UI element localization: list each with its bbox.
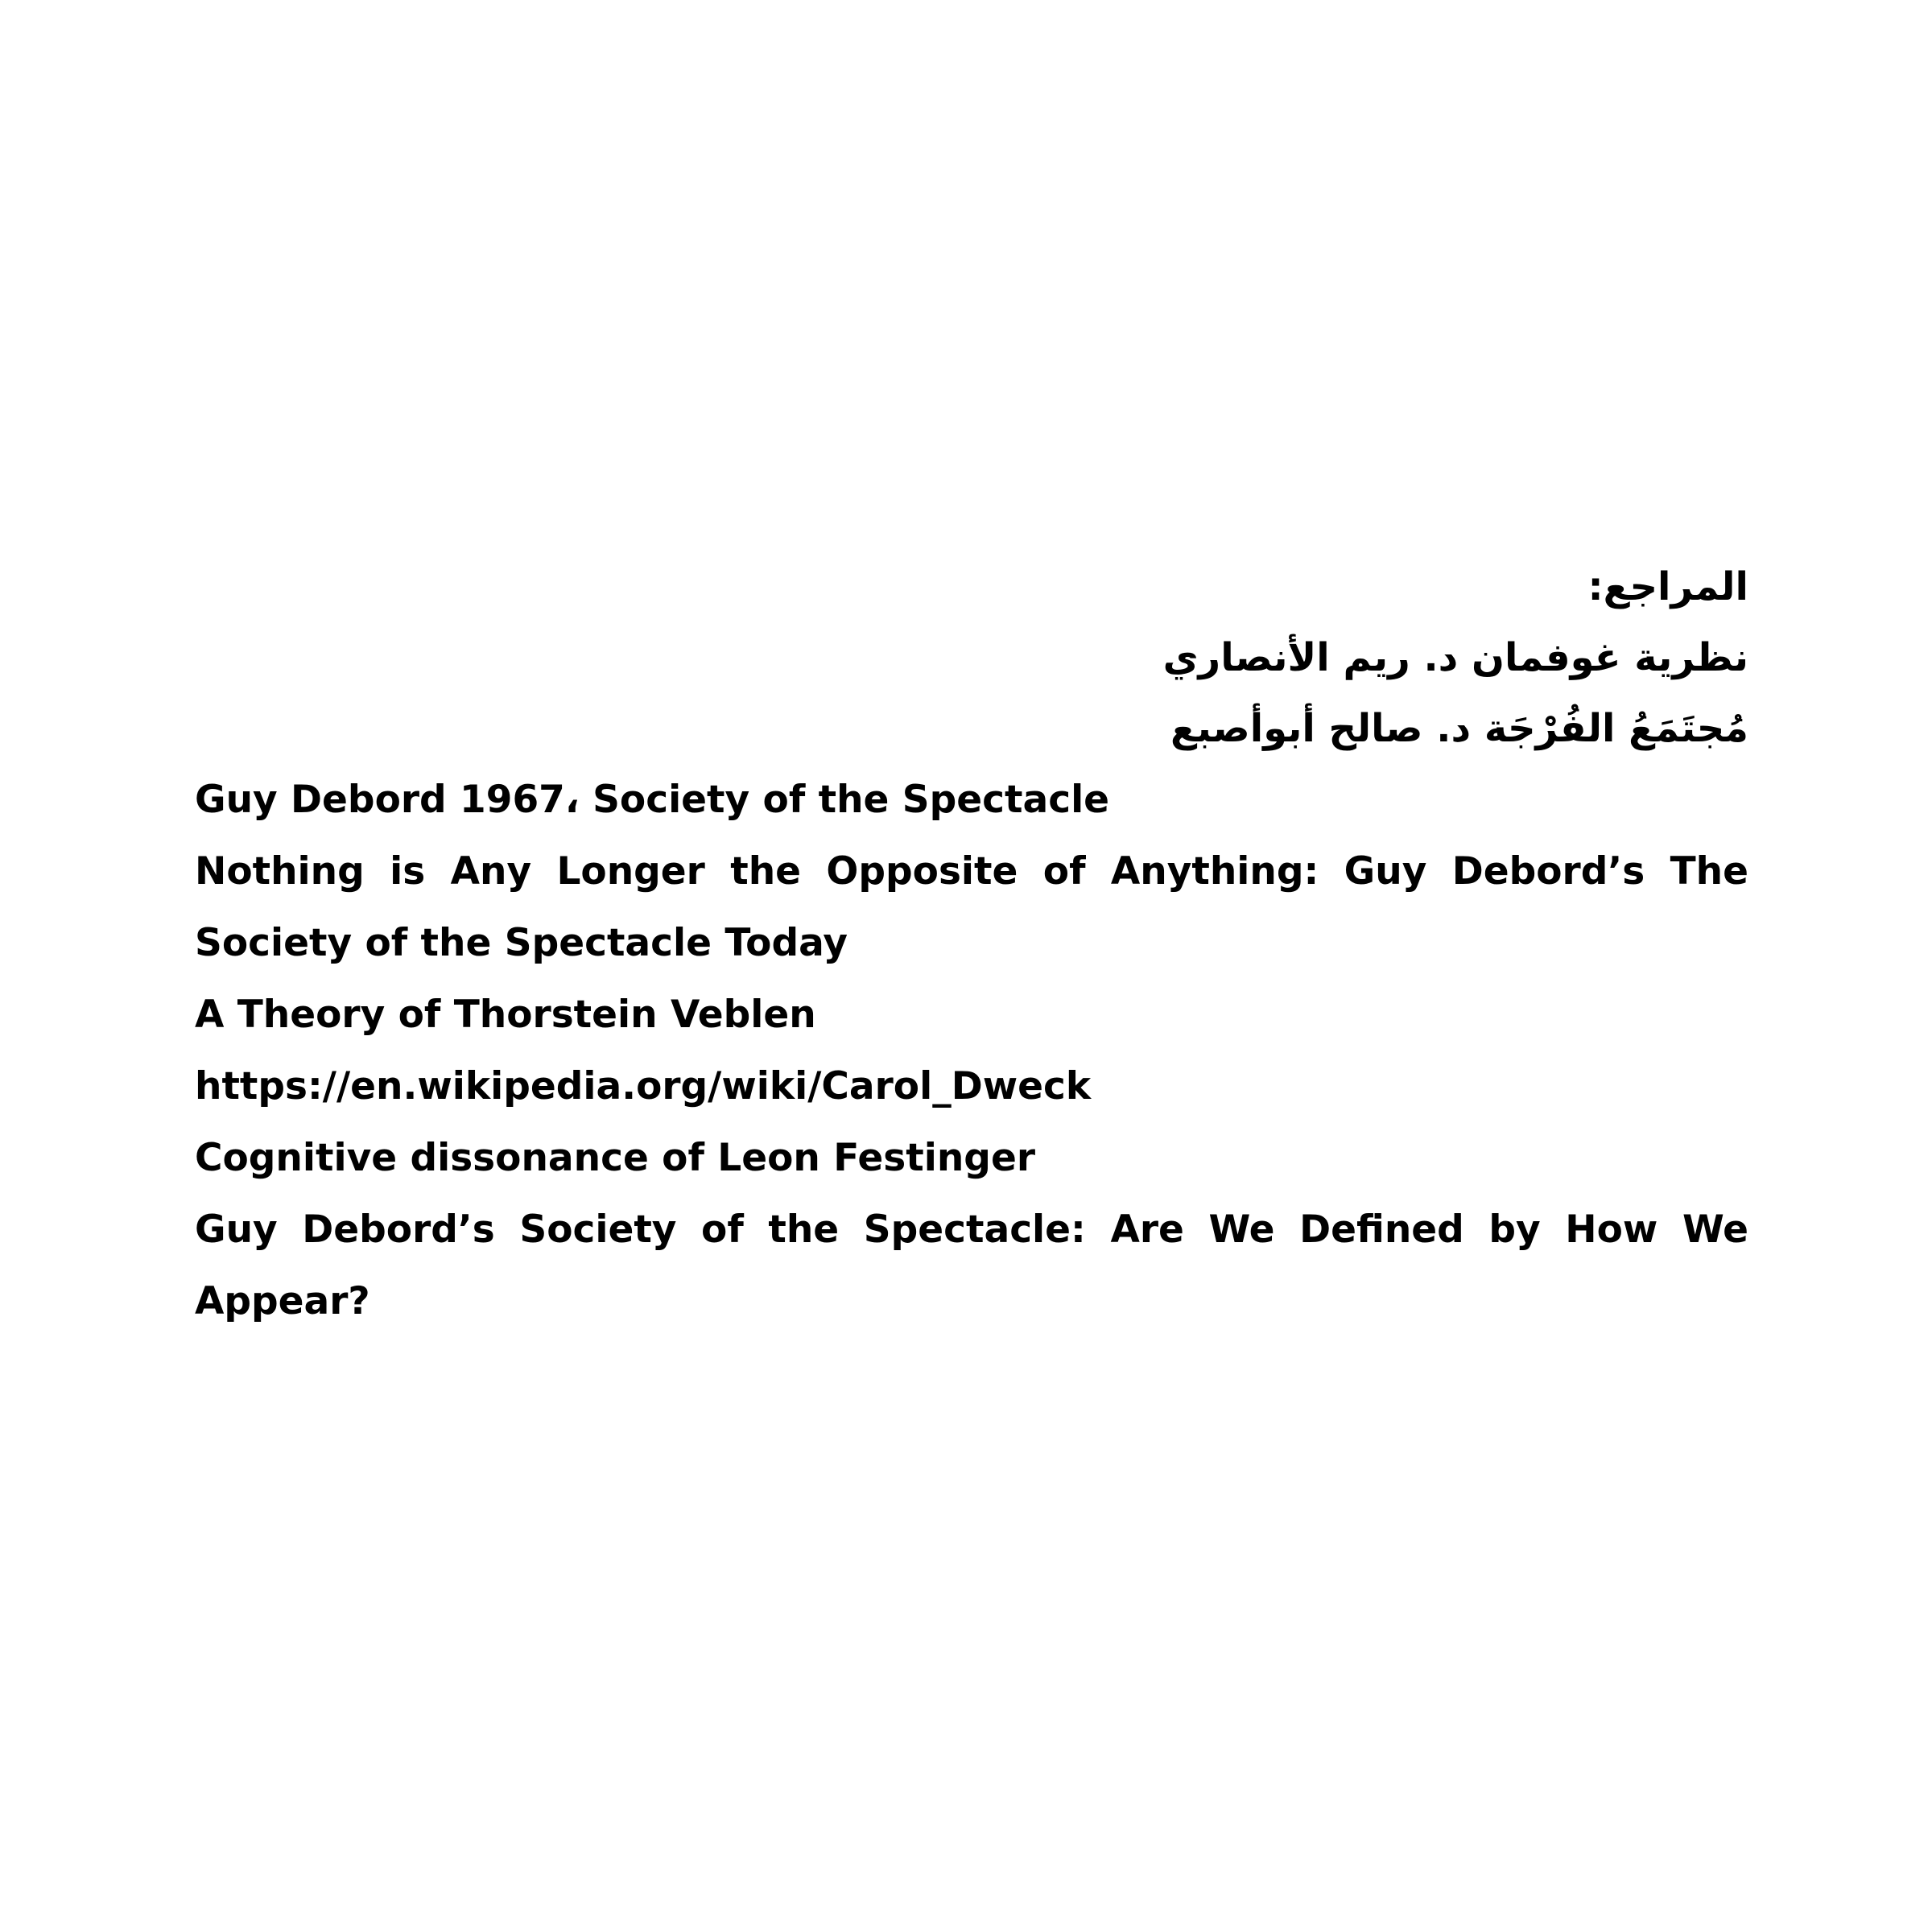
reference-item-en-5: Cognitive dissonance of Leon Festinger	[195, 1136, 1036, 1180]
reference-item-en-6: Guy Debord’s Society of the Spectacle: Are We Defined by How We Appear?	[195, 1208, 1748, 1323]
references-section	[195, 551, 1748, 1337]
reference-item-en-1: Guy Debord 1967، Society of the Spectacle	[195, 778, 1110, 822]
reference-item-ar-2: مُجتَمَعُ الفُرْجَة د. صالح أبوأصبع	[1170, 706, 1748, 751]
reference-item-en-4: https://en.wikipedia.org/wiki/Carol_Dweck	[195, 1064, 1092, 1108]
reference-item-en-3: A Theory of Thorstein Veblen	[195, 993, 816, 1037]
reference-item-ar-1: نظرية غوفمان د. ريم الأنصاري	[1162, 635, 1748, 680]
reference-item-en-2: Nothing is Any Longer the Opposite of Anything: Guy Debord’s The Society of the Spectacle Today	[195, 849, 1748, 965]
references-heading: المراجع:	[1587, 564, 1748, 609]
